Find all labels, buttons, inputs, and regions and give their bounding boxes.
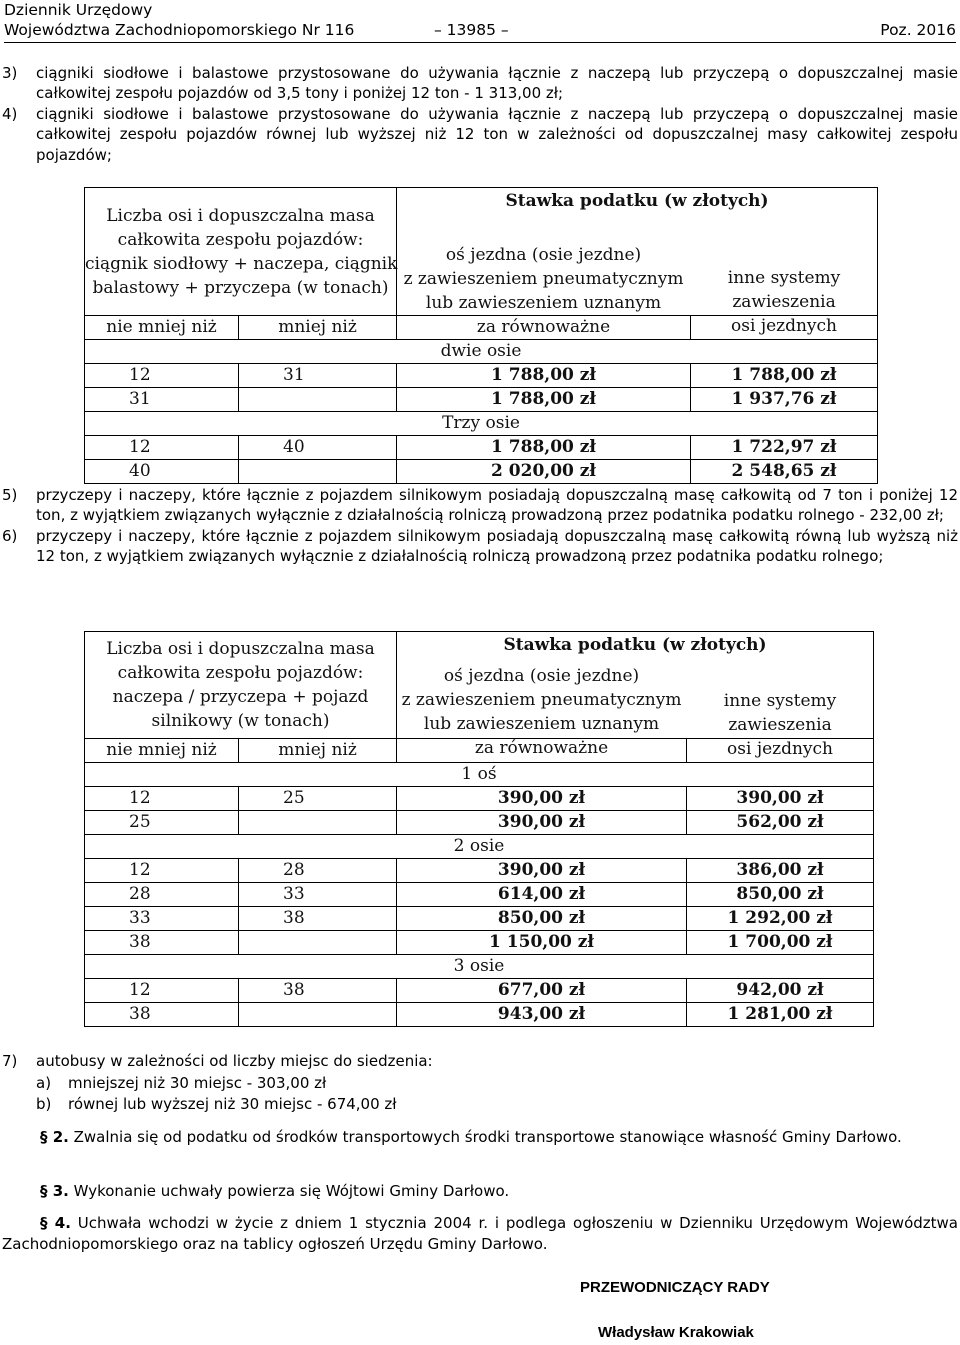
item-number: 6) xyxy=(2,526,18,545)
section-label: dwie osie xyxy=(85,340,878,364)
list-item xyxy=(36,1073,397,1094)
item-number: 4) xyxy=(2,104,18,123)
sub-item-text: mniejszej niż 30 miejsc - 303,00 zł xyxy=(68,1074,327,1092)
section-label: 1 oś xyxy=(85,763,874,787)
paragraph-mark: § 3. xyxy=(40,1182,69,1200)
rate-header: Stawka podatku (w złotych) xyxy=(397,188,878,316)
paragraph-mark: § 2. xyxy=(40,1128,69,1146)
col-header-pneumatic: oś jezdna (osie jezdne) z zawieszeniem pneumatycznym lub zawieszeniem uznanym za równoważne xyxy=(397,316,691,340)
tax-table-tractors xyxy=(84,187,878,484)
paragraph-text: Uchwała wchodzi w życie z dniem 1 stycznia 2004 r. i podlega ogłoszeniu w Dzienniku Urzędowym Województwa Zachodniopomorskiego oraz na tablicy ogłoszeń Urzędu Gminy Darłowo. xyxy=(2,1214,958,1253)
list-item xyxy=(36,1094,397,1115)
items-top-list xyxy=(2,63,958,165)
table-header-left: Liczba osi i dopuszczalna masa całkowita zespołu pojazdów: naczepa / przyczepa + pojazd silnikowy (w tonach) xyxy=(85,632,397,739)
table-row: 28 33 614,00 zł 850,00 zł xyxy=(85,883,874,907)
item-number: 3) xyxy=(2,64,18,82)
table-row: 31 1 788,00 zł 1 937,76 zł xyxy=(85,388,878,412)
journal-title: Dziennik Urzędowy xyxy=(4,1,153,19)
col-header-other: inne systemy zawieszenia osi jezdnych xyxy=(691,316,878,340)
page-header xyxy=(4,0,956,41)
list-item xyxy=(2,104,958,165)
signature-title: PRZEWODNICZĄCY RADY xyxy=(580,1279,770,1296)
list-item xyxy=(2,63,958,104)
col-header-max: mniej niż xyxy=(239,739,397,763)
table-row: 25 390,00 zł 562,00 zł xyxy=(85,811,874,835)
item-number: 7) xyxy=(2,1052,18,1070)
sub-item-letter: a) xyxy=(36,1074,52,1092)
col-header-pneumatic: oś jezdna (osie jezdne) z zawieszeniem pneumatycznym lub zawieszeniem uznanym za równoważne xyxy=(397,739,687,763)
list-item xyxy=(2,526,958,567)
item-text: autobusy w zależności od liczby miejsc do siedzenia: xyxy=(36,1052,433,1070)
table-row: 12 25 390,00 zł 390,00 zł xyxy=(85,787,874,811)
item-7-sublist xyxy=(36,1073,397,1115)
table-header-left: Liczba osi i dopuszczalna masa całkowita zespołu pojazdów: ciągnik siodłowy + naczepa, ciągnik balastowy + przyczepa (w tonach) xyxy=(85,188,397,316)
position-number: Poz. 2016 xyxy=(880,21,956,39)
sub-item-letter: b) xyxy=(36,1095,52,1113)
page-number: – 13985 – xyxy=(434,21,509,39)
list-item xyxy=(2,1051,958,1071)
item-text: ciągniki siodłowe i balastowe przystosowane do używania łącznie z naczepą lub przyczepą o dopuszczalnej masie całkowitej zespołu pojazdów równej lub wyższej niż 12 ton w zależności od dopuszczalnej masy całkowitej zespołu pojazdów; xyxy=(36,104,958,164)
journal-issue: Województwa Zachodniopomorskiego Nr 116 xyxy=(4,21,355,39)
rate-header: Stawka podatku (w złotych) xyxy=(397,632,874,739)
item-text: przyczepy i naczepy, które łącznie z pojazdem silnikowym posiadają dopuszczalną masę całkowitą równą lub wyższą niż 12 ton, z wyjątkiem związanych wyłącznie z działalnością rolniczą prowadzoną przez podatnika podatku rolnego; xyxy=(36,526,958,566)
table-row: 33 38 850,00 zł 1 292,00 zł xyxy=(85,907,874,931)
item-text: ciągniki siodłowe i balastowe przystosowane do używania łącznie z naczepą lub przyczepą o dopuszczalnej masie całkowitej zespołu pojazdów od 3,5 tony i poniżej 12 ton - 1 313,00 zł; xyxy=(36,64,958,103)
section-label: 3 osie xyxy=(85,955,874,979)
table-row: 12 28 390,00 zł 386,00 zł xyxy=(85,859,874,883)
signature-name: Władysław Krakowiak xyxy=(598,1324,754,1341)
header-divider xyxy=(4,42,956,43)
journal-issue-line xyxy=(4,20,956,41)
table-row: 38 1 150,00 zł 1 700,00 zł xyxy=(85,931,874,955)
item-number: 5) xyxy=(2,486,18,504)
paragraph-3 xyxy=(2,1181,958,1202)
paragraph-mark: § 4. xyxy=(40,1214,71,1232)
table-row: 12 40 1 788,00 zł 1 722,97 zł xyxy=(85,436,878,460)
paragraph-text: Wykonanie uchwały powierza się Wójtowi Gminy Darłowo. xyxy=(73,1182,510,1200)
item-text: przyczepy i naczepy, które łącznie z pojazdem silnikowym posiadają dopuszczalną masę całkowitą od 7 ton i poniżej 12 ton, z wyjątkiem związanych wyłącznie z działalnością rolniczą prowadzoną przez podatnika podatku rolnego - 232,00 zł; xyxy=(36,486,958,525)
col-header-min: nie mniej niż xyxy=(85,316,239,340)
list-item xyxy=(2,485,958,526)
table-row: 12 38 677,00 zł 942,00 zł xyxy=(85,979,874,1003)
sub-item-text: równej lub wyższej niż 30 miejsc - 674,00 zł xyxy=(68,1095,397,1113)
paragraph-4 xyxy=(2,1213,958,1255)
items-mid-list xyxy=(2,485,958,567)
section-label: Trzy osie xyxy=(85,412,878,436)
section-label: 2 osie xyxy=(85,835,874,859)
col-header-max: mniej niż xyxy=(239,316,397,340)
paragraph-text: Zwalnia się od podatku od środków transportowych środki transportowe stanowiące własność Gminy Darłowo. xyxy=(73,1128,902,1146)
col-header-min: nie mniej niż xyxy=(85,739,239,763)
tax-table-trailers xyxy=(84,631,874,1027)
table-row: 40 2 020,00 zł 2 548,65 zł xyxy=(85,460,878,484)
col-header-other: inne systemy zawieszenia osi jezdnych xyxy=(687,739,874,763)
table-row: 12 31 1 788,00 zł 1 788,00 zł xyxy=(85,364,878,388)
item-7 xyxy=(2,1051,958,1071)
paragraph-2 xyxy=(2,1127,958,1148)
table-row: 38 943,00 zł 1 281,00 zł xyxy=(85,1003,874,1027)
